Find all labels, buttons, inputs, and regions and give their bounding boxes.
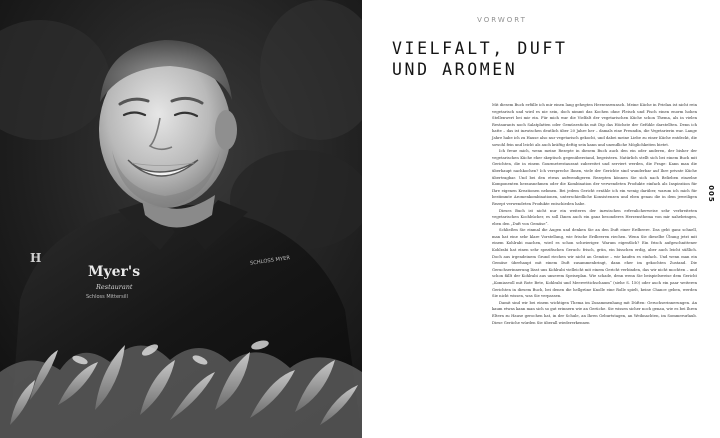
paragraph-4: Schließen Sie einmal die Augen und denken Sie an den Duft einer Erdbeere. Das geht ganz schnell, man hat eine sehr klare Vorstellung, wie frische Erdbeeren riechen. Wenn Sie dieselbe Übung jetzt mit einem Kohlrabi machen, wird es schon schwieriger. Warum eigentlich? Ein frisch aufgeschnittener Kohlrabi hat einen sehr spezifischen Geruch: frisch, grün, ein bisschen erdig, aber auch leicht süßlich. Doch aus irgendeinem Grund riechen wir nicht an Gemüse – wir kaufen es einfach. Und wenn man ein Gemüse überhaupt mit einem Duft zusammenbringt, dann eher im gekochten Zustand. Die Geruchserinnerung lässt uns Kohlrabi vielleicht mit einem Gericht verbinden, das wir nicht mochten – und schon fällt der Kohlrabi aus unserem Speiseplan. Wie schade, denn wenn Sie beispielsweise dem Gericht „Komiasvoll mit Rote Bete, Kohlrabi und Meerrettichschaum“ (siehe S. 150) oder auch ein paar weiteren Gerichten in diesem Buch, bei denen die hellgrüne Knolle eine Rolle spielt, keine Chance geben, werden Sie nicht wissen, was Sie verpassen. bbox=[492, 228, 697, 299]
page-number: 005 bbox=[707, 185, 715, 203]
page-title bbox=[392, 38, 567, 80]
paragraph-3: Dieses Buch ist nicht nur ein weiteres der inzwischen erfreulicherweise sehr verbreiteten vegetarischen Kochbücher, es soll Ihnen auch ein ganz besonderes Herzensthema von mir nahebringen, eben den „Duft von Gemüse“. bbox=[492, 208, 697, 226]
apron-brand-text: Myer's bbox=[88, 264, 141, 280]
title-line-1: VIELFALT, DUFT bbox=[392, 39, 568, 58]
apron-restaurant-text: Restaurant bbox=[96, 283, 133, 291]
foreword-page bbox=[362, 0, 720, 438]
paragraph-2: Ich freue mich, wenn meine Rezepte in diesem Buch auch den ein oder anderen, der bisher der vegetarischen Küche eher skeptisch gegenüberstand, begeistern. Natürlich stellt sich bei einem Buch mit Gerichten, die in einem Gourmetrestaurant zubereitet und serviert werden, die Frage: Kann man die überhaupt nachkochen? Ich verspreche Ihnen, viele der Gerichte sind wunderbar auf Ihre private Küche übertragbar. Und bei den etwas aufwendigeren Rezepten können Sie sich nach Belieben einzelne Komponenten herausnehmen oder die Kombination der verwendeten Produkte einfach als Inspiration für Ihre eigenen Kreationen nehmen. Bei jedem Gericht erzähle ich ein wenig darüber, warum ich mich für bestimmte Aromenkombinationen, unterschiedliche Konsistenzen und eben genau die in dem jeweiligen Rezept verwendeten Produkte entschieden habe. bbox=[492, 149, 697, 206]
sleeve-embroidery-text: SCHLOSS MYER bbox=[249, 255, 291, 267]
paragraph-1: Mit diesem Buch erfülle ich mir einen lang gehegten Herzenswunsch. Meine Küche in Prielau ist nicht rein vegetarisch und wird es nie sein, doch nimmt das Kochen ohne Fleisch und Fisch einen enorm hohen Stellenwert bei mir ein. Für mich war die Vielfalt der vegetarischen Küche schon Thema, als in vielen Restaurants noch Salatplatten oder Gemüsesticks mit Dip das Höchste der Gefühle darstellten. Denn ich hatte – das ist inzwischen deutlich über 20 Jahre her – damals eine Freundin, die Vegetarierin war. Lange Jahre habe ich zu Hause also nur vegetarisch gekocht, und dabei meine Liebe zu einer Küche entdeckt, die sowohl fein und leicht als auch kräftig deftig sein kann und unendliche Möglichkeiten bietet. bbox=[492, 103, 697, 147]
apron-location-text: Schloss Mittersill bbox=[86, 294, 128, 300]
sleeve-logo-icon: H bbox=[30, 251, 42, 265]
paragraph-5: Damit sind wir bei einem wichtigen Thema im Zusammenhang mit Düften: Geruchserinnerungen. An kaum etwas kann man sich so gut erinnern wie an Gerüche. Sie wissen sicher noch genau, wie es bei Ihren Eltern zu Hause gerochen hat, in der Schule, an Ihren Geburtstagen, an Weihnachten, im Sommerurlaub. Diese Gerüche würden Sie überall wiedererkennen bbox=[492, 300, 697, 325]
body-text bbox=[492, 102, 697, 326]
section-label: VORWORT bbox=[477, 16, 527, 24]
title-line-2: UND AROMEN bbox=[392, 60, 518, 79]
